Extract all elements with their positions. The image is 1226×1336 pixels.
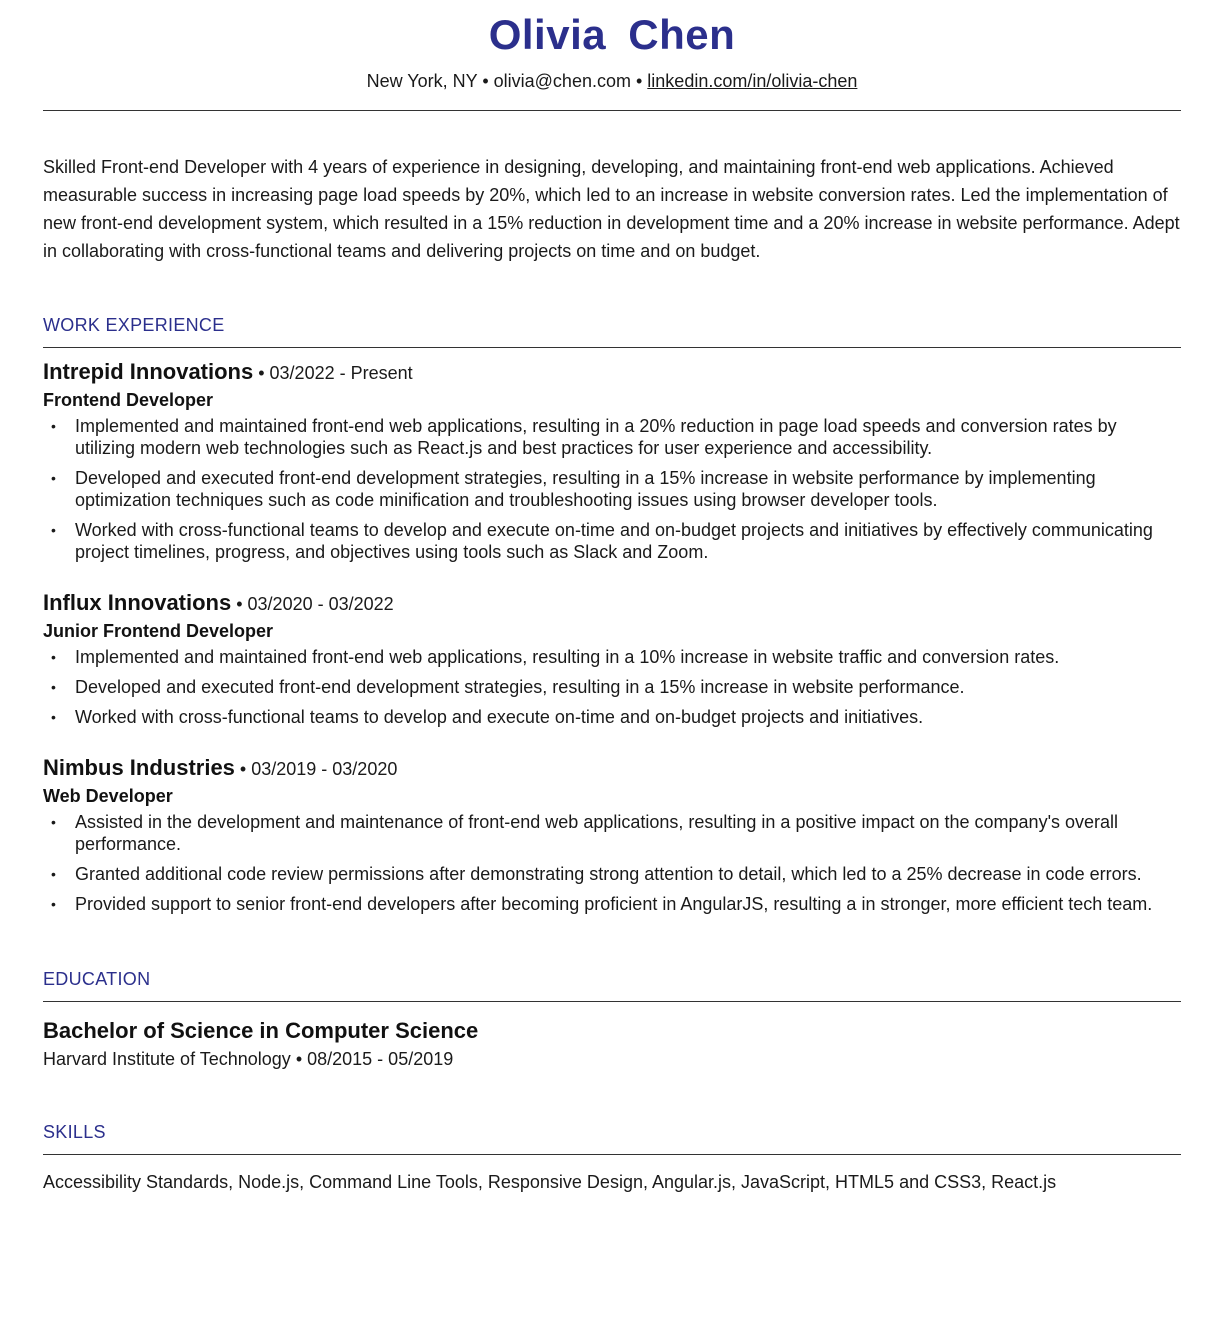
job-bullets xyxy=(43,646,1181,728)
company-name: Intrepid Innovations xyxy=(43,359,254,384)
work-experience-divider xyxy=(43,347,1181,348)
job-header xyxy=(43,358,1181,387)
linkedin-link[interactable]: linkedin.com/in/olivia-chen xyxy=(647,71,858,91)
job-bullet: • Provided support to senior front-end developers after becoming proficient in AngularJS, resulting a in stronger, more efficient tech team. xyxy=(43,893,1181,915)
education-heading: EDUCATION xyxy=(43,969,151,989)
job-bullet: • Developed and executed front-end development strategies, resulting in a 15% increase in website performance. xyxy=(43,676,1181,698)
job-title: Junior Frontend Developer xyxy=(43,621,274,641)
email-text: olivia@chen.com xyxy=(493,71,631,91)
skills-divider xyxy=(43,1154,1181,1155)
company-name: Influx Innovations xyxy=(43,590,232,615)
job-bullet: • Implemented and maintained front-end web applications, resulting in a 10% increase in website traffic and conversion rates. xyxy=(43,646,1181,668)
education-divider xyxy=(43,1001,1181,1002)
job-entry xyxy=(43,358,1181,563)
job-header xyxy=(43,754,1181,783)
contact-line xyxy=(43,69,1181,93)
candidate-name: Olivia Chen xyxy=(488,11,736,58)
job-bullet: • Developed and executed front-end development strategies, resulting in a 15% increase in website performance by implementing optimization techniques such as code minification and troubleshooting issues using browser developer tools. xyxy=(43,467,1181,511)
job-bullet: • Worked with cross-functional teams to develop and execute on-time and on-budget projects and initiatives. xyxy=(43,706,1181,728)
job-title: Web Developer xyxy=(43,786,173,806)
job-dates: • 03/2022 - Present xyxy=(253,363,413,383)
contact-separator: • xyxy=(477,71,494,91)
job-entry xyxy=(43,589,1181,728)
job-title: Frontend Developer xyxy=(43,390,214,410)
resume-page xyxy=(43,0,1181,1195)
job-bullet: • Assisted in the development and maintenance of front-end web applications, resulting in a positive impact on the company's overall performance. xyxy=(43,811,1181,855)
school-name: Harvard Institute of Technology xyxy=(43,1049,291,1069)
job-header xyxy=(43,589,1181,618)
job-entry xyxy=(43,754,1181,915)
summary-paragraph: Skilled Front-end Developer with 4 years of experience in designing, developing, and maintaining front-end web applications. Achieved measurable success in increasing page load speeds by 20%, which led to an increase in website conversion rates. Led the implementation of new front-end development system, which resulted in a 15% reduction in development time and a 20% increase in website performance. Adept in collaborating with cross-functional teams and delivering projects on time and on budget. xyxy=(43,157,1180,261)
job-bullet: • Worked with cross-functional teams to develop and execute on-time and on-budget projects and initiatives by effectively communicating project timelines, progress, and objectives using tools such as Slack and Zoom. xyxy=(43,519,1181,563)
job-bullets xyxy=(43,415,1181,563)
job-dates: • 03/2020 - 03/2022 xyxy=(231,594,394,614)
company-name: Nimbus Industries xyxy=(43,755,235,780)
job-bullets xyxy=(43,811,1181,915)
header-divider xyxy=(43,110,1181,111)
resume-header xyxy=(43,0,1181,93)
skills-list: Accessibility Standards, Node.js, Command Line Tools, Responsive Design, Angular.js, JavaScript, HTML5 and CSS3, React.js xyxy=(43,1172,1057,1192)
education-dates: • 08/2015 - 05/2019 xyxy=(290,1049,454,1069)
work-experience-heading: WORK EXPERIENCE xyxy=(43,315,225,335)
contact-separator: • xyxy=(630,71,648,91)
skills-heading: SKILLS xyxy=(43,1122,106,1142)
job-dates: • 03/2019 - 03/2020 xyxy=(234,759,398,779)
location-text: New York, NY xyxy=(366,71,478,91)
degree-title: Bachelor of Science in Computer Science xyxy=(43,1018,479,1043)
education-details xyxy=(43,1046,1181,1072)
job-bullet: • Implemented and maintained front-end web applications, resulting in a 20% reduction in page load speeds and conversion rates by utilizing modern web technologies such as React.js and best practices for user experience and accessibility. xyxy=(43,415,1181,459)
job-bullet: • Granted additional code review permissions after demonstrating strong attention to detail, which led to a 25% decrease in code errors. xyxy=(43,863,1181,885)
